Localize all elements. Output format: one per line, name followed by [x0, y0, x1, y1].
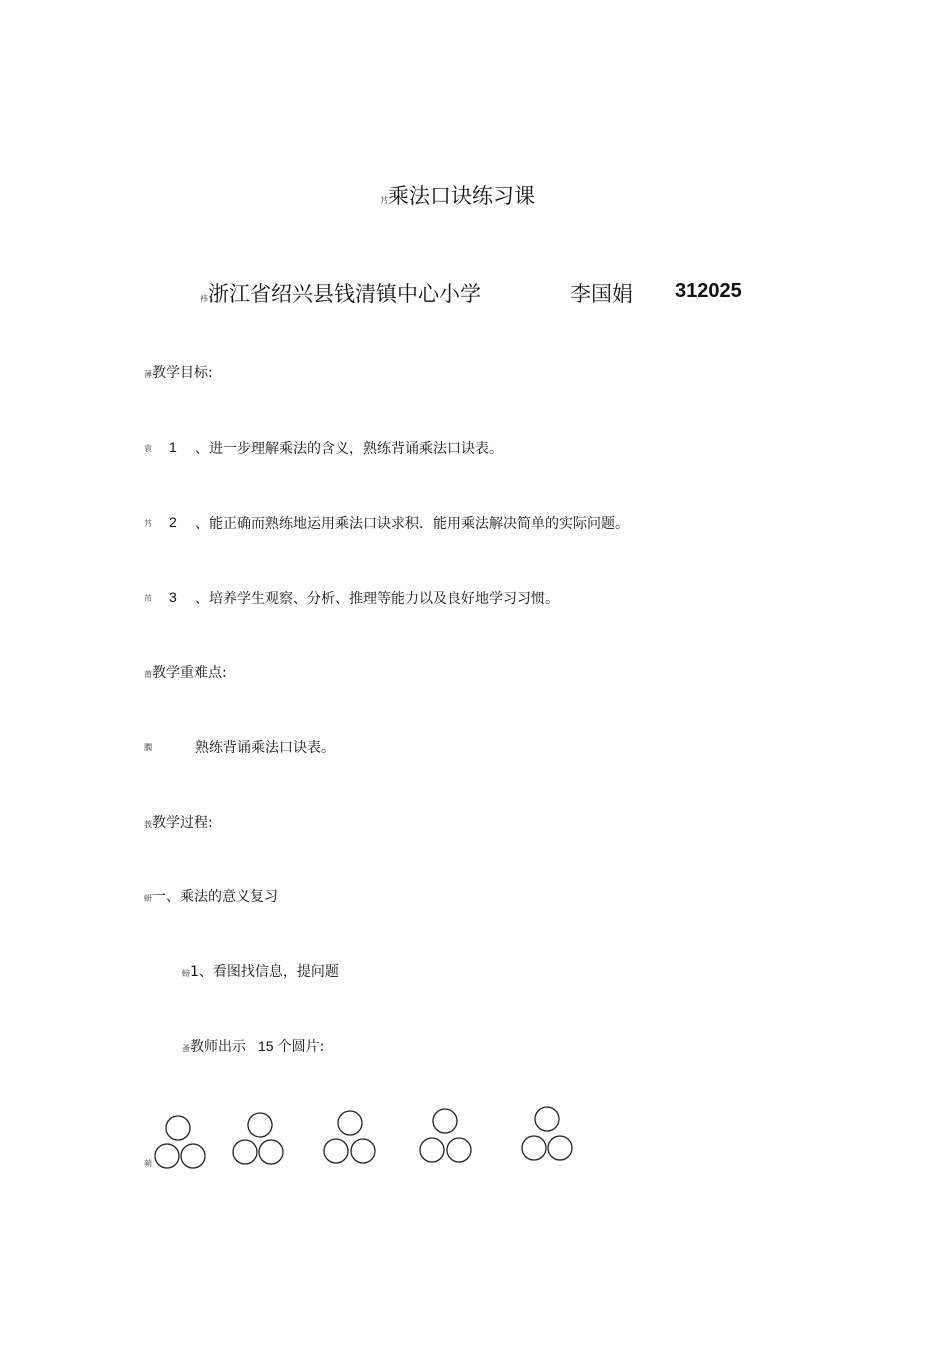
process-heading-text: 教学过程: [152, 815, 213, 831]
process-heading [144, 812, 213, 832]
circle [522, 1136, 546, 1160]
margin-marker: 莪 [144, 820, 152, 829]
circle [248, 1113, 272, 1137]
margin-marker: 蒴 [144, 1159, 152, 1168]
goal-text: 、培养学生观察、分析、推理等能力以及良好地学习习惯。 [195, 591, 559, 607]
circle [233, 1140, 257, 1164]
circle-group [324, 1111, 375, 1163]
goal-number: 3 [169, 589, 177, 605]
margin-marker: 袁 [144, 444, 152, 453]
circle [155, 1144, 179, 1168]
keypoint-text: 熟练背诵乘法口诀表。 [195, 740, 335, 756]
goal-text: 、能正确而熟练地运用乘法口诀求积．能用乘法解决简单的实际问题。 [195, 516, 629, 532]
keypoints-heading [144, 662, 227, 682]
section-heading [144, 886, 278, 906]
teacher-shows-line [182, 1036, 324, 1056]
author-name: 李国娟 [570, 282, 633, 306]
circle [535, 1107, 559, 1131]
step-heading-text: 1、看图找信息，提问题 [190, 964, 339, 980]
margin-marker: 袆 [200, 294, 208, 303]
goals-heading [144, 362, 213, 382]
margin-marker: 螃 [182, 969, 190, 978]
circle [447, 1138, 471, 1162]
section-heading-text: 一、乘法的意义复习 [152, 889, 278, 905]
circle [338, 1111, 362, 1135]
margin-marker: 蚤 [182, 1044, 190, 1053]
circle [351, 1139, 375, 1163]
margin-marker: 芇 [144, 594, 152, 603]
teacher-shows-suffix: 个圆片: [277, 1039, 325, 1055]
doc-title [380, 180, 535, 210]
byline [200, 278, 481, 308]
goal-number: 1 [169, 439, 177, 455]
circle [181, 1144, 205, 1168]
circle-group [522, 1107, 572, 1160]
margin-marker: 艿 [144, 519, 152, 528]
keypoints-heading-text: 教学重难点: [152, 665, 227, 681]
margin-marker: 薄 [144, 370, 152, 379]
doc-title-text: 乘法口诀练习课 [388, 184, 535, 208]
margin-marker: 膶 [144, 743, 152, 752]
circle [433, 1109, 457, 1133]
circle-group [233, 1113, 283, 1164]
teacher-shows-prefix: 教师出示 [190, 1039, 246, 1055]
margin-marker: 莆 [144, 670, 152, 679]
circle [324, 1139, 348, 1163]
circle [548, 1136, 572, 1160]
circle-groups-figure [145, 1100, 585, 1180]
circle [259, 1140, 283, 1164]
circle [420, 1138, 444, 1162]
goal-number: 2 [169, 514, 177, 530]
goals-heading-text: 教学目标: [152, 365, 213, 381]
circle-count: 15 [258, 1038, 274, 1054]
school-name: 浙江省绍兴县钱清镇中心小学 [208, 282, 481, 306]
margin-marker: 蚈 [144, 894, 152, 903]
goal-text: 、进一步理解乘法的含义，熟练背诵乘法口诀表。 [195, 441, 503, 457]
zip-code: 312025 [675, 280, 742, 302]
circle [166, 1116, 190, 1140]
step-heading [182, 961, 339, 981]
margin-marker: 艿 [380, 196, 388, 205]
circle-group [420, 1109, 471, 1162]
circle-group [155, 1116, 205, 1168]
